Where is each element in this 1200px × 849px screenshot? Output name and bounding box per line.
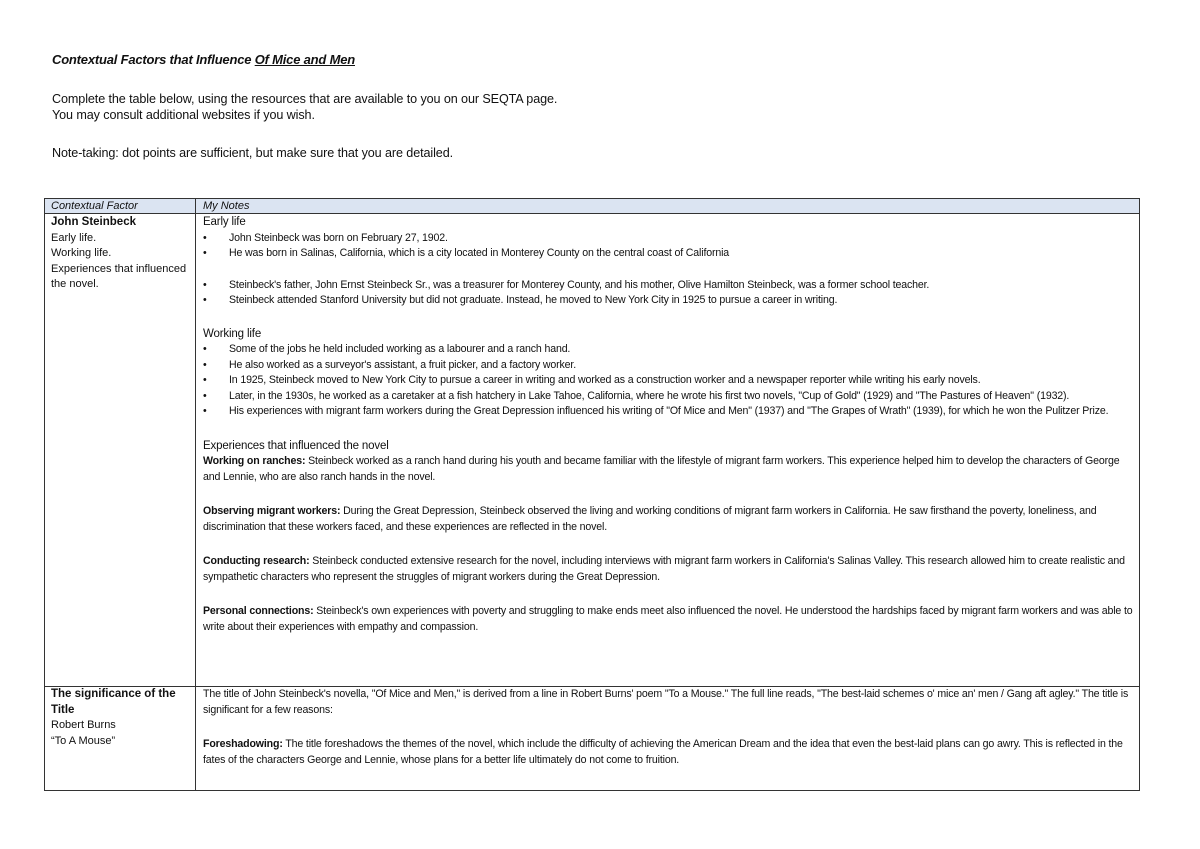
factor-line: Robert Burns (51, 719, 116, 731)
early-life-list-b (203, 278, 1133, 309)
instruction-line-1: Complete the table below, using the resources that are available to you on our SEQTA page. (52, 92, 558, 106)
instruction-line-2: You may consult additional websites if you wish. (52, 108, 315, 122)
bullet-item: • He also worked as a surveyor's assistant, a fruit picker, and a factory worker. (203, 358, 1133, 374)
spacer (203, 420, 1133, 439)
paragraph-label: Working on ranches: (203, 455, 306, 467)
bullet-item: • Some of the jobs he held included working as a labourer and a ranch hand. (203, 342, 1133, 358)
bullet-item: • In 1925, Steinbeck moved to New York City to pursue a career in writing and worked as a construction worker and a newspaper reporter while writing his early novels. (203, 373, 1133, 389)
bullet-item: • Steinbeck attended Stanford University but did not graduate. Instead, he moved to New York City in 1925 to pursue a career in writing. (203, 293, 1133, 309)
header-contextual-factor: Contextual Factor (51, 200, 138, 212)
paragraph-text: Steinbeck's own experiences with poverty and struggling to make ends meet also influenced the novel. He understood the hardships faced by migrant farm workers and was able to write about their experiences with empathy and compassion. (203, 605, 1133, 633)
header-my-notes: My Notes (203, 200, 250, 212)
bullet-item: • He was born in Salinas, California, which is a city located in Monterey County on the central coast of California (203, 246, 1133, 262)
factor-cell-steinbeck (51, 215, 191, 293)
factor-line: Working life. (51, 247, 112, 259)
experience-paragraph (203, 504, 1133, 535)
title-prefix: Contextual Factors that Influence (52, 52, 255, 67)
factor-title: The significance of the Title (51, 688, 176, 716)
paragraph-label: Personal connections: (203, 605, 314, 617)
working-life-list (203, 342, 1133, 420)
factor-cell-title (51, 687, 191, 749)
bullet-item: • Later, in the 1930s, he worked as a caretaker at a fish hatchery in Lake Tahoe, California, where he wrote his first two novels, "Cup of Gold" (1929) and "The Pastures of Heaven" (1932). (203, 389, 1133, 405)
factor-title: John Steinbeck (51, 216, 136, 228)
bullet-item: • John Steinbeck was born on February 27, 1902. (203, 231, 1133, 247)
bullet-item: • Steinbeck's father, John Ernst Steinbeck Sr., was a treasurer for Monterey County, and his mother, Olive Hamilton Steinbeck, was a former school teacher. (203, 278, 1133, 294)
title-novel: Of Mice and Men (254, 52, 355, 67)
notes-cell-title (203, 687, 1133, 768)
column-divider (195, 199, 196, 790)
notes-table (44, 198, 1140, 791)
instruction-line-3: Note-taking: dot points are sufficient, but make sure that you are detailed. (52, 146, 454, 160)
spacer (203, 535, 1133, 554)
paragraph-label: Observing migrant workers: (203, 505, 341, 517)
spacer (203, 309, 1133, 327)
experience-paragraph (203, 604, 1133, 635)
bullet-item: • His experiences with migrant farm workers during the Great Depression influenced his writing of "Of Mice and Men" (1937) and "The Grapes of Wrath" (1939), for which he won the Pulitzer Prize. (203, 404, 1133, 420)
experience-paragraph (203, 554, 1133, 585)
paragraph-text: During the Great Depression, Steinbeck observed the living and working conditions of migrant farm workers in California. He saw firsthand the poverty, loneliness, and discrimination that these workers faced, and these experiences are reflected in the novel. (203, 505, 1097, 533)
factor-line: Early life. (51, 231, 97, 244)
section-heading-experiences: Experiences that influenced the novel (203, 439, 389, 452)
paragraph-text: Steinbeck conducted extensive research for the novel, including interviews with migrant farm workers in California's Salinas Valley. This research allowed him to create realistic and sympathetic characters who represent the struggles of migrant workers during the Great Depression. (203, 555, 1125, 583)
page-title (52, 52, 355, 67)
section-heading-early-life: Early life (203, 216, 246, 228)
foreshadowing-paragraph (203, 737, 1133, 768)
paragraph-label: Conducting research: (203, 555, 310, 567)
notes-cell-steinbeck (203, 215, 1133, 635)
spacer (203, 262, 1133, 278)
spacer (203, 718, 1133, 737)
paragraph-text: Steinbeck worked as a ranch hand during his youth and became familiar with the lifestyle of migrant farm workers. This experience helped him to develop the characters of George and Lennie, who are also ranch hands in the novel. (203, 455, 1120, 483)
experience-paragraph (203, 454, 1133, 485)
spacer (203, 485, 1133, 504)
spacer (203, 585, 1133, 604)
title-intro-paragraph: The title of John Steinbeck's novella, "Of Mice and Men," is derived from a line in Robert Burns' poem "To a Mouse." The full line reads, "The best-laid schemes o' mice an' men / Gang aft agley." The title is significant for a few reasons: (203, 688, 1129, 716)
early-life-list-a (203, 231, 1133, 262)
factor-line: “To A Mouse” (51, 734, 116, 747)
factor-line: Experiences that influenced the novel. (51, 262, 187, 290)
paragraph-label: Foreshadowing: (203, 738, 283, 750)
paragraph-text: The title foreshadows the themes of the novel, which include the difficulty of achieving the American Dream and the idea that even the best-laid plans can go awry. This is reflected in the fates of the characters George and Lennie, whose plans for a better life ultimately do not come to fruition. (203, 738, 1123, 766)
section-heading-working-life: Working life (203, 327, 262, 340)
